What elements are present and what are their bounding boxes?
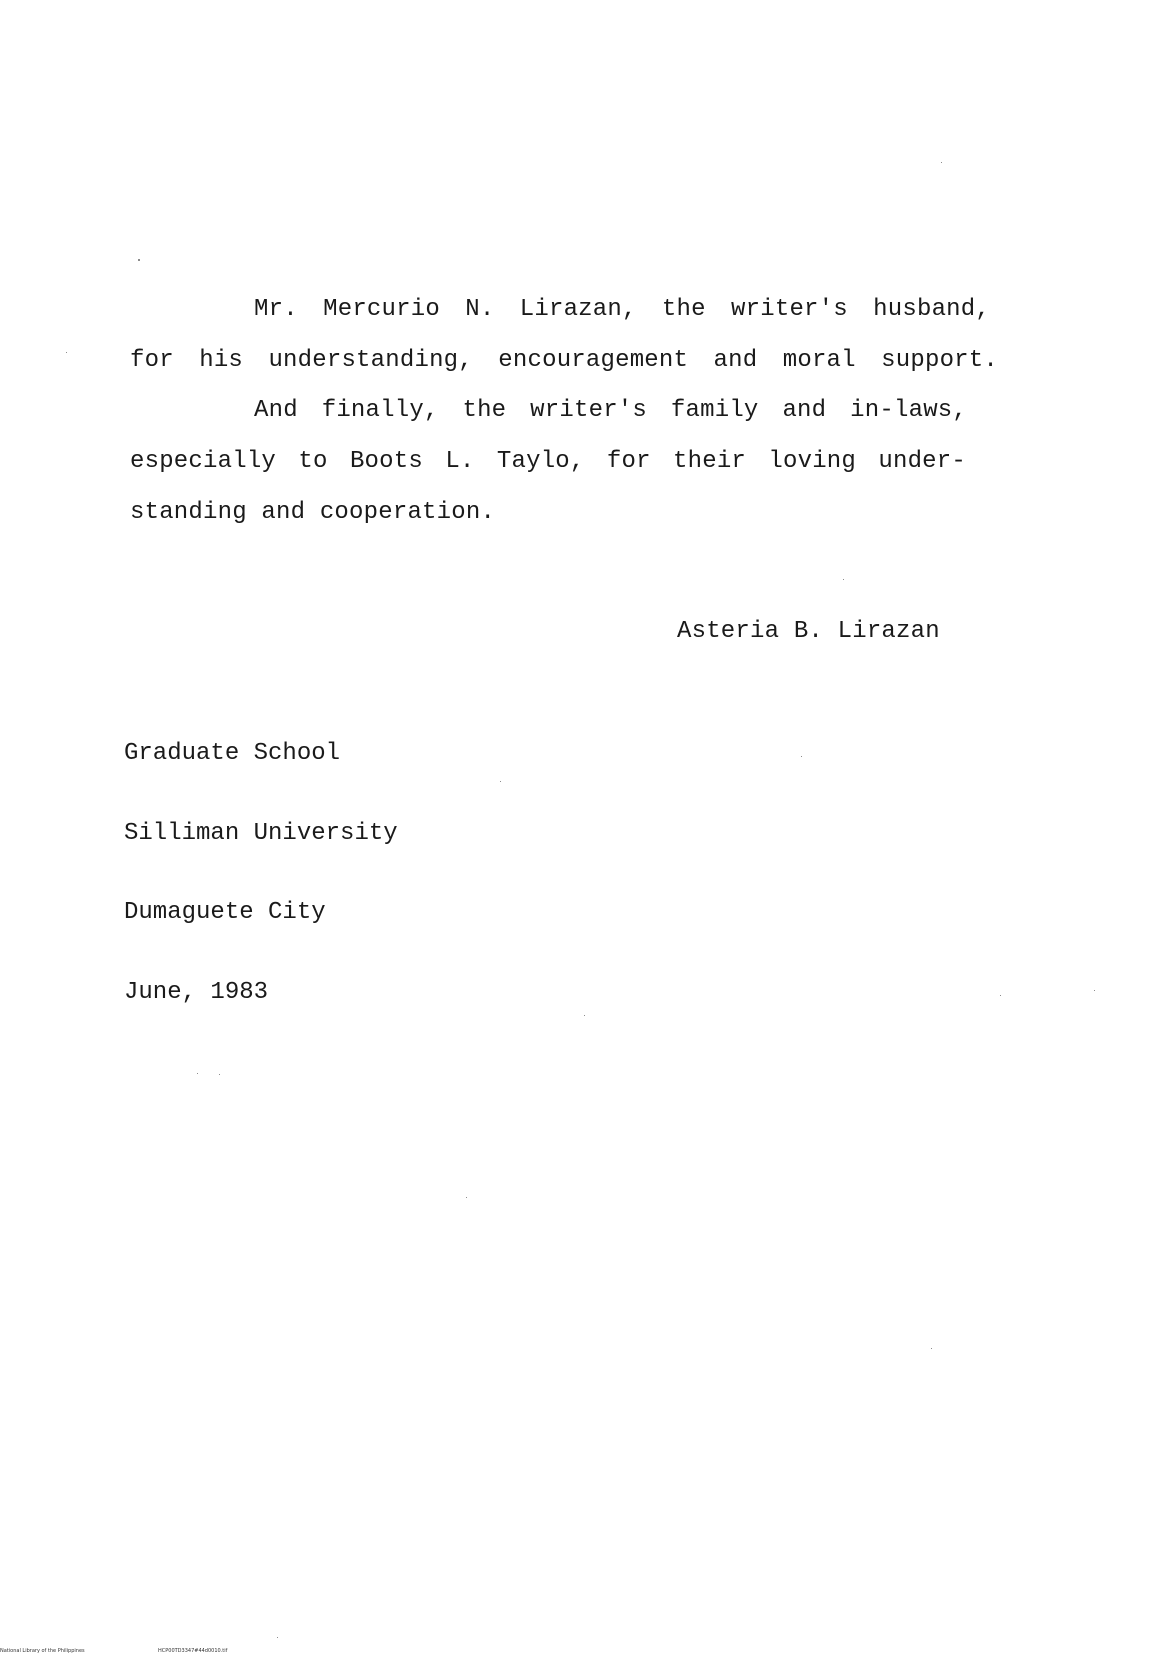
scan-speck [277,1637,278,1638]
footer-file-id: HCP00TD3347#44d0010.tif [158,1648,228,1654]
address-line-4: June, 1983 [124,978,269,1006]
address-line-2: Silliman University [124,819,398,847]
scan-speck [219,1074,220,1075]
scan-speck [1094,990,1095,991]
scan-speck [500,781,501,782]
scan-speck [584,1015,585,1016]
address-line-3: Dumaguete City [124,899,326,926]
scan-speck [1000,995,1001,996]
paragraph-2-line-3: standing and cooperation. [130,499,496,526]
paragraph-1-line-2: for his understanding, encouragement and moral support. [130,347,998,374]
scan-speck [138,259,140,261]
scan-speck [801,756,802,757]
scan-speck [931,1348,932,1349]
paragraph-2-line-2: especially to Boots L. Taylo, for their loving under- [130,448,966,475]
scan-speck [466,1197,467,1198]
scan-speck [843,579,844,580]
paragraph-2-line-1: And finally, the writer's family and in-laws, [254,397,967,424]
address-block [124,688,398,1059]
scan-speck [66,352,67,353]
scan-speck [197,1073,198,1074]
scan-speck [941,162,942,163]
footer-library: National Library of the Philippines [0,1648,85,1654]
address-line-1: Graduate School [124,740,341,767]
paragraph-1-line-1: Mr. Mercurio N. Lirazan, the writer's husband, [254,296,990,323]
signature-name: Asteria B. Lirazan [677,618,940,645]
